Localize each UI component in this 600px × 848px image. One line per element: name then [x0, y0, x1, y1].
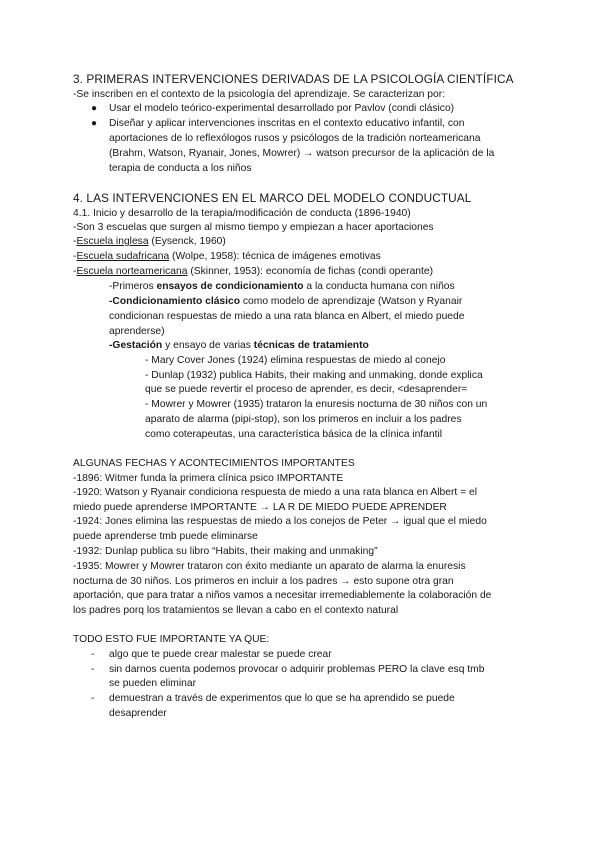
mary-cover-jones: - Mary Cover Jones (1924) elimina respuestas de miedo al conejo — [145, 355, 446, 366]
section-3-intro: -Se inscriben en el contexto de la psicología del aprendizaje. Se caracterizan por: — [73, 89, 446, 100]
school-english: -Escuela inglesa (Eysenck, 1960) — [73, 236, 226, 247]
mowrer-line-3: como coterapeutas, una característica básica de la clínica infantil — [145, 429, 443, 440]
school-south-african-name: Escuela sudafricana — [76, 251, 170, 262]
dates-line-5: puede aprenderse tmb puede eliminarse — [73, 531, 258, 542]
important-item-1: algo que te puede crear malestar se puede crear — [109, 649, 332, 660]
first-trials-pre: -Primeros — [109, 281, 157, 292]
section-3-bullet-1: Usar el modelo teórico-experimental desarrollado por Pavlov (condi clásico) — [109, 103, 455, 114]
section-4-title: 4. LAS INTERVENCIONES EN EL MARCO DEL MODELO CONDUCTUAL — [73, 191, 472, 205]
school-north-american-name: Escuela norteamericana — [76, 266, 188, 277]
dates-line-6: -1932: Dunlap publica su libro “Habits, their making and unmaking” — [73, 546, 378, 557]
gestation-bold-2: técnicas de tratamiento — [253, 340, 369, 351]
dates-line-8: nocturna de 30 niños. Los primeros en incluir a los padres → esto supone otra gran — [73, 576, 454, 587]
classical-conditioning-line-3: aprenderse) — [109, 326, 165, 337]
dunlap-line-1: - Dunlap (1932) publica Habits, their making and unmaking, donde explica — [145, 370, 483, 381]
section-3-bullet-2-line-4: terapia de conducta a los niños — [109, 163, 252, 174]
dates-line-2: -1920: Watson y Ryanair condiciona respuesta de miedo a una rata blanca en Albert = el — [73, 487, 478, 498]
mowrer-line-1: - Mowrer y Mowrer (1935) trataron la enuresis nocturna de 30 niños con un — [145, 399, 488, 410]
section-3-bullet-2-line-1: Diseñar y aplicar intervenciones inscritas en el contexto educativo infantil, con — [109, 118, 465, 129]
section-3-bullet-2-line-2: aportaciones de lo reflexólogos rusos y psicólogos de la tradición norteamericana — [109, 133, 481, 144]
classical-conditioning-line-2: condicionan respuestas de miedo a una rata blanca en Albert, el miedo puede — [109, 311, 465, 322]
section-3-title: 3. PRIMERAS INTERVENCIONES DERIVADAS DE LA PSICOLOGÍA CIENTÍFICA — [73, 72, 514, 86]
section-3-bullet-2-line-3: (Brahm, Watson, Ryanair, Jones, Mowrer) → watson precursor de la aplicación de la — [109, 148, 495, 159]
school-english-name: Escuela inglesa — [76, 236, 149, 247]
first-trials-bold: ensayos de condicionamiento — [156, 281, 304, 292]
dash-bullet-icon: - — [91, 693, 95, 704]
dates-line-7: -1935: Mowrer y Mowrer trataron con éxito mediante un aparato de alarma la enuresis — [73, 561, 466, 572]
dates-line-10: los padres porq los tratamientos se llevan a cabo en el contexto natural — [73, 605, 399, 616]
section-4-subtitle: 4.1. Inicio y desarrollo de la terapia/modificación de conducta (1896-1940) — [73, 208, 411, 219]
important-item-3-line-2: desaprender — [109, 708, 167, 719]
dash-bullet-icon: - — [91, 664, 95, 675]
dunlap-line-2: que se puede revertir el proceso de aprender, es decir, <desaprender= — [145, 384, 468, 395]
first-trials-post: a la conducta humana con niños — [303, 281, 455, 292]
school-south-african: -Escuela sudafricana (Wolpe, 1958): técnica de imágenes emotivas — [73, 251, 381, 262]
school-north-american: -Escuela norteamericana (Skinner, 1953): economía de fichas (condi operante) — [73, 266, 434, 277]
important-title: TODO ESTO FUE IMPORTANTE YA QUE: — [73, 634, 270, 645]
school-english-detail: (Eysenck, 1960) — [148, 236, 226, 247]
dates-line-9: aportación, que para tratar a niños vamos a necesitar irremediablemente la colaboración de — [73, 590, 492, 601]
classical-conditioning-bold: -Condicionamiento clásico — [109, 296, 241, 307]
school-north-american-detail: (Skinner, 1953): economía de fichas (condi operante) — [187, 266, 434, 277]
important-item-3-line-1: demuestran a través de experimentos que lo que se ha aprendido se puede — [109, 693, 455, 704]
gestation-bold: -Gestación — [109, 340, 163, 351]
important-item-2-line-1: sin darnos cuenta podemos provocar o adquirir problemas PERO la clave esq tmb — [109, 664, 485, 675]
bullet-dot-icon: ● — [91, 118, 98, 129]
gestation — [109, 339, 369, 352]
dates-line-1: -1896: Witmer funda la primera clínica psico IMPORTANTE — [73, 473, 344, 484]
classical-conditioning-post: como modelo de aprendizaje (Watson y Ryanair — [240, 296, 463, 307]
first-trials — [109, 280, 455, 293]
important-item-2-line-2: se pueden eliminar — [109, 678, 197, 689]
mowrer-line-2: aparato de alarma (pipi-stop), son los primeros en incluir a los padres — [145, 414, 462, 425]
schools-intro: -Son 3 escuelas que surgen al mismo tiempo y empiezan a hacer aportaciones — [73, 222, 434, 233]
dash-bullet-icon: - — [91, 649, 95, 660]
school-south-african-detail: (Wolpe, 1958): técnica de imágenes emotivas — [169, 251, 381, 262]
gestation-mid: y ensayo de varias — [162, 340, 254, 351]
dates-line-4: -1924: Jones elimina las respuestas de miedo a los conejos de Peter → igual que el miedo — [73, 516, 487, 527]
bullet-dot-icon: ● — [91, 103, 98, 114]
classical-conditioning — [109, 295, 462, 308]
dates-title: ALGUNAS FECHAS Y ACONTECIMIENTOS IMPORTANTES — [73, 458, 355, 469]
dates-line-3: miedo puede aprenderse IMPORTANTE → LA R DE MIEDO PUEDE APRENDER — [73, 502, 447, 513]
